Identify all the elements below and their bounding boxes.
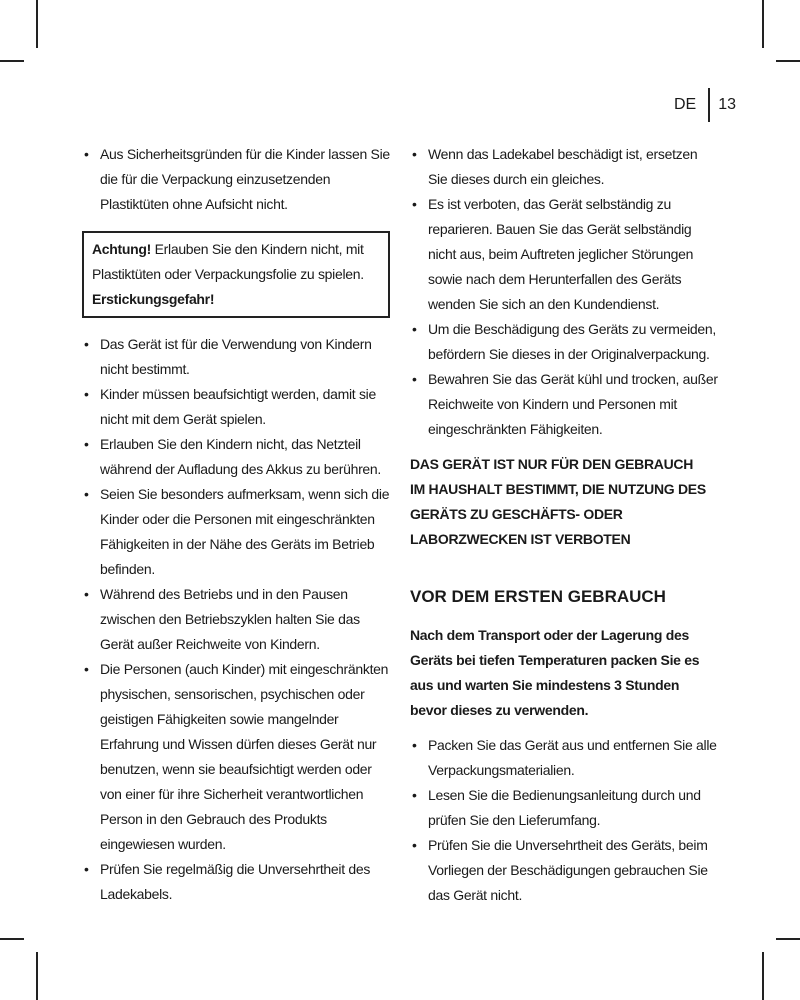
safety-list: [82, 332, 390, 907]
list-item: • Es ist verboten, das Gerät selbständig zu reparieren. Bauen Sie das Gerät selbständig nicht aus, beim Auftreten jeglicher Störungen sowie nach dem Herunterfallen des Geräts wenden Sie sich an den Kundendienst.: [410, 192, 720, 317]
list-item: • Kinder müssen beaufsichtigt werden, damit sie nicht mit dem Gerät spielen.: [82, 382, 390, 432]
first-use-steps: [410, 733, 720, 908]
list-item: • Die Personen (auch Kinder) mit eingeschränkten physischen, sensorischen, psychischen oder geistigen Fähigkeiten sowie mangelnder Erfahrung und Wissen dürfen dieses Gerät nur benutzen, wenn sie beaufsichtigt werden oder von einer für ihre Sicherheit verantwortlichen Person in den Gebrauch des Produkts eingewiesen wurden.: [82, 657, 390, 857]
warning-box: [82, 231, 390, 318]
list-item: • Prüfen Sie die Unversehrtheit des Geräts, beim Vorliegen der Beschädigungen gebrauchen Sie das Gerät nicht.: [410, 833, 720, 908]
list-item: • Aus Sicherheitsgründen für die Kinder lassen Sie die für die Verpackung einzusetzenden Plastiktüten ohne Aufsicht nicht.: [82, 142, 390, 217]
warning-emphasis: Erstickungsgefahr!: [92, 291, 215, 307]
page-number: 13: [718, 96, 736, 113]
safety-list-top: [82, 142, 390, 217]
list-item: • Um die Beschädigung des Geräts zu vermeiden, befördern Sie dieses in der Originalverpackung.: [410, 317, 720, 367]
list-item: • Prüfen Sie regelmäßig die Unversehrtheit des Ladekabels.: [82, 857, 390, 907]
crop-mark-top-right-horizontal: [776, 60, 800, 62]
safety-list-continued: [410, 142, 720, 442]
list-item: • Erlauben Sie den Kindern nicht, das Netzteil während der Aufladung des Akkus zu berühren.: [82, 432, 390, 482]
list-item: • Seien Sie besonders aufmerksam, wenn sich die Kinder oder die Personen mit eingeschränkten Fähigkeiten in der Nähe des Geräts im Betrieb befinden.: [82, 482, 390, 582]
list-item: • Das Gerät ist für die Verwendung von Kindern nicht bestimmt.: [82, 332, 390, 382]
section-intro: Nach dem Transport oder der Lagerung des Geräts bei tiefen Temperaturen packen Sie es aus und warten Sie mindestens 3 Stunden bevor dieses zu verwenden.: [410, 627, 700, 718]
list-item: • Bewahren Sie das Gerät kühl und trocken, außer Reichweite von Kindern und Personen mit eingeschränkten Fähigkeiten.: [410, 367, 720, 442]
list-item: • Lesen Sie die Bedienungsanleitung durch und prüfen Sie den Lieferumfang.: [410, 783, 720, 833]
crop-mark-bottom-right-horizontal: [776, 938, 800, 940]
crop-mark-bottom-right-vertical: [762, 952, 764, 1000]
left-column: [82, 142, 390, 907]
crop-mark-top-left-horizontal: [0, 60, 24, 62]
list-item: • Während des Betriebs und in den Pausen zwischen den Betriebszyklen halten Sie das Gerät außer Reichweite von Kindern.: [82, 582, 390, 657]
section-title: VOR DEM ERSTEN GEBRAUCH: [410, 587, 666, 606]
crop-mark-bottom-left-horizontal: [0, 938, 24, 940]
household-use-notice: DAS GERÄT IST NUR FÜR DEN GEBRAUCH IM HAUSHALT BESTIMMT, DIE NUTZUNG DES GERÄTS ZU GESCHÄFTS- ODER LABORZWECKEN IST VERBOTEN: [410, 456, 706, 547]
list-item: • Wenn das Ladekabel beschädigt ist, ersetzen Sie dieses durch ein gleiches.: [410, 142, 720, 192]
crop-mark-bottom-left-vertical: [36, 952, 38, 1000]
header-divider: [708, 88, 710, 122]
right-column: [410, 142, 720, 908]
crop-mark-top-left-vertical: [36, 0, 38, 48]
list-item: • Packen Sie das Gerät aus und entfernen Sie alle Verpackungsmaterialien.: [410, 733, 720, 783]
language-code: DE: [673, 96, 697, 113]
crop-mark-top-right-vertical: [762, 0, 764, 48]
page-header: [674, 88, 736, 122]
warning-label: Achtung!: [92, 241, 152, 257]
warning-text: Erlauben Sie den Kindern nicht, mit Plastiktüten oder Verpackungsfolie zu spielen.: [92, 241, 364, 282]
